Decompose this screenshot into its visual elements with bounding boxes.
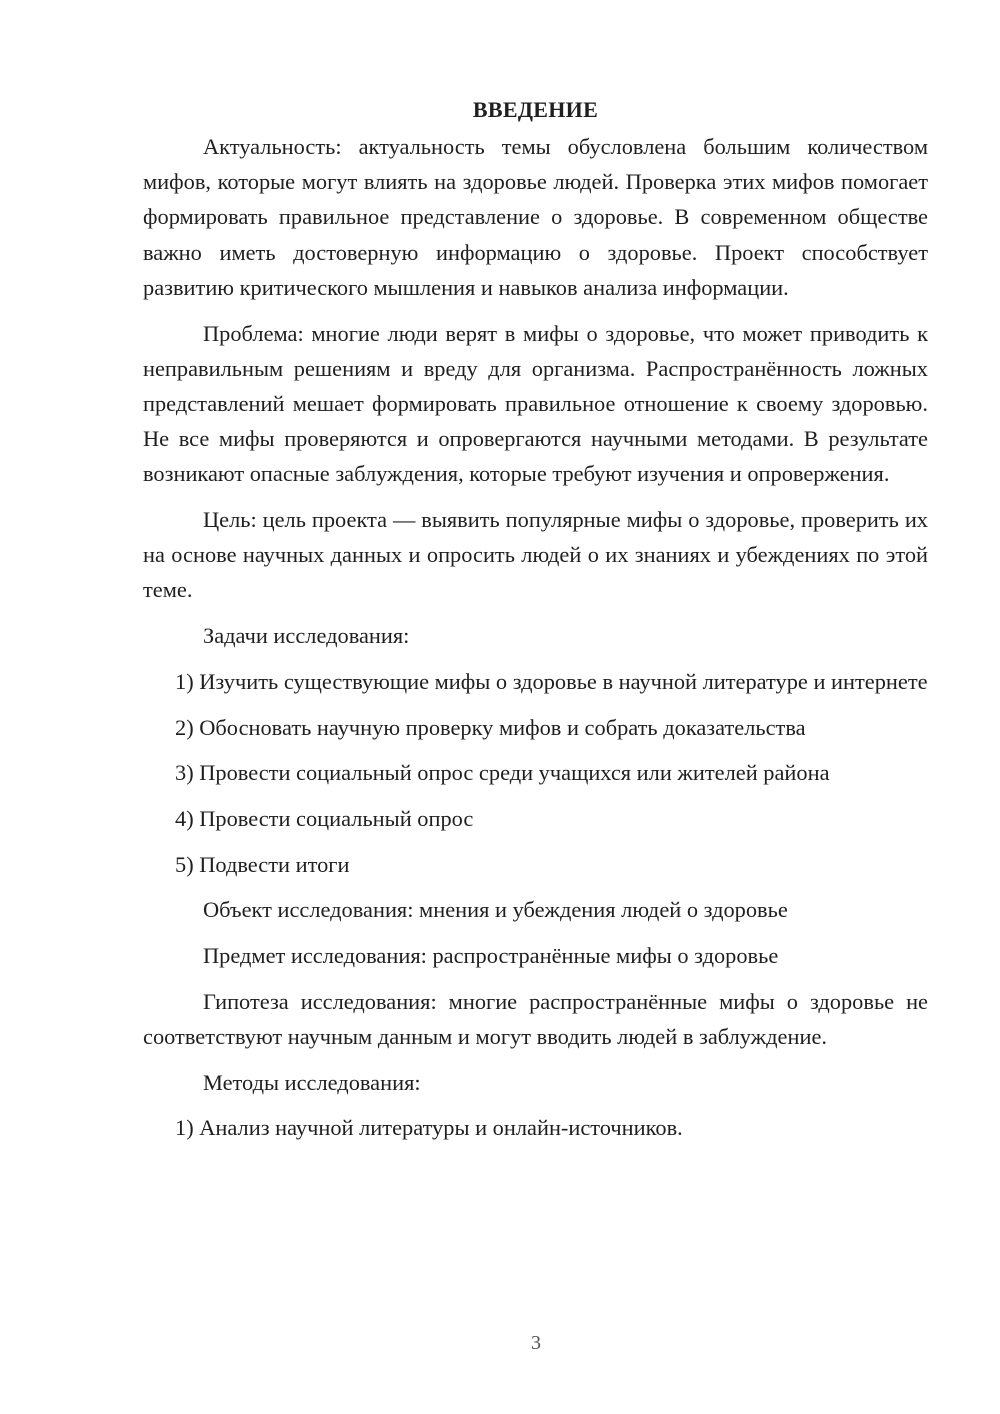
task-item-5: 5) Подвести итоги — [175, 851, 350, 877]
methods-heading: Методы исследования: — [203, 1069, 421, 1095]
document-page — [143, 92, 928, 1156]
research-hypothesis: Гипотеза исследования: многие распространённые мифы о здоровье не соответствуют научным данным и могут вводить людей в заблуждение. — [143, 988, 928, 1049]
page-number: 3 — [531, 1332, 541, 1354]
goal-paragraph: Цель: цель проекта — выявить популярные мифы о здоровье, проверить их на основе научных данных и опросить людей о их знаниях и убеждениях по этой теме. — [143, 507, 928, 603]
problem-paragraph: Проблема: многие люди верят в мифы о здоровье, что может приводить к неправильным решениям и вреду для организма. Распространённость ложных представлений мешает формировать правильное отношение к своему здоровью. Не все мифы проверяются и опровергаются научными методами. В результате возникают опасные заблуждения, которые требуют изучения и опровержения. — [143, 320, 928, 487]
task-item-4: 4) Провести социальный опрос — [175, 805, 474, 831]
tasks-heading: Задачи исследования: — [203, 623, 410, 649]
research-subject: Предмет исследования: распространённые мифы о здоровье — [203, 943, 779, 969]
task-item-3: 3) Провести социальный опрос среди учащихся или жителей района — [175, 760, 830, 786]
relevance-paragraph: Актуальность: актуальность темы обусловлена большим количеством мифов, которые могут влиять на здоровье людей. Проверка этих мифов помогает формировать правильное представление о здоровье. В современном обществе важно иметь достоверную информацию о здоровье. Проект способствует развитию критического мышления и навыков анализа информации. — [143, 134, 928, 300]
task-item-1: 1) Изучить существующие мифы о здоровье в научной литературе и интернете — [175, 668, 928, 694]
page-title: ВВЕДЕНИЕ — [472, 97, 599, 122]
task-item-2: 2) Обосновать научную проверку мифов и собрать доказательства — [175, 714, 806, 740]
research-object: Объект исследования: мнения и убеждения людей о здоровье — [203, 897, 788, 923]
method-item-1: 1) Анализ научной литературы и онлайн-источников. — [175, 1115, 683, 1141]
